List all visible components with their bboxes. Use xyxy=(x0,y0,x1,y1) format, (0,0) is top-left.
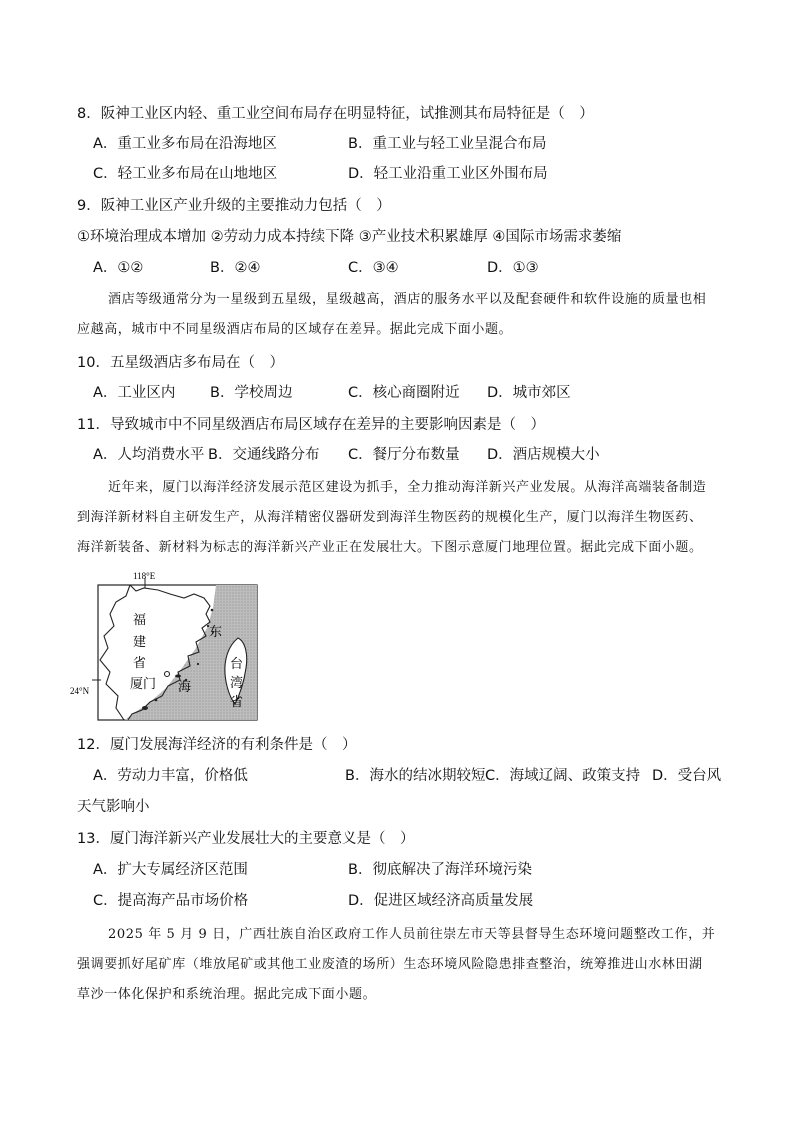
q12-option-b: B．海水的结冰期较短 xyxy=(345,768,486,784)
east-sea-label-1: 东 xyxy=(209,625,223,640)
q9-option-d: D．①③ xyxy=(487,260,539,276)
q9-option-a: A．①② xyxy=(93,260,144,276)
fujian-label-2: 建 xyxy=(133,635,147,650)
guangxi-passage-line1: 2025 年 5 月 9 日，广西壮族自治区政府工作人员前往崇左市天等县督导生态环境问题整改工作，并 xyxy=(108,927,716,942)
hotel-passage-line2: 应越高，城市中不同星级酒店布局的区域存在差异。据此完成下面小题。 xyxy=(77,322,513,337)
guangxi-passage-line2: 强调要抓好尾矿库（堆放尾矿或其他工业废渣的场所）生态环境风险隐患排查整治，统筹推进山水林田湖 xyxy=(77,957,703,972)
taiwan-label-2: 湾 xyxy=(230,676,244,691)
q13-option-b: B．彻底解决了海洋环境污染 xyxy=(348,862,532,878)
hotel-passage-line1: 酒店等级通常分为一星级到五星级，星级越高，酒店的服务水平以及配套硬件和软件设施的质量也相 xyxy=(108,292,707,307)
q13-option-c: C．提高海产品市场价格 xyxy=(93,893,249,909)
q10-option-b: B．学校周边 xyxy=(210,385,293,401)
fujian-label-3: 省 xyxy=(133,656,147,671)
longitude-label: 118°E xyxy=(133,571,156,581)
q9-stem: 9．阪神工业区产业升级的主要推动力包括（ ） xyxy=(77,198,391,214)
q13-option-d: D．促进区域经济高质量发展 xyxy=(348,893,534,909)
xiamen-passage-line1: 近年来，厦门以海洋经济发展示范区建设为抓手，全力推动海洋新兴产业发展。从海洋高端装备制造 xyxy=(108,480,707,495)
q10-option-d: D．城市郊区 xyxy=(487,385,571,401)
q13-stem: 13．厦门海洋新兴产业发展壮大的主要意义是（ ） xyxy=(77,831,415,847)
q13-option-a: A．扩大专属经济区范围 xyxy=(93,862,248,878)
q8-option-d: D．轻工业沿重工业区外围布局 xyxy=(348,166,548,182)
q12-option-d-continued: 天气影响小 xyxy=(77,799,150,815)
guangxi-passage-line3: 草沙一体化保护和系统治理。据此完成下面小题。 xyxy=(77,987,377,1002)
taiwan-label-1: 台 xyxy=(230,657,244,672)
q11-option-b: B．交通线路分布 xyxy=(208,447,320,463)
q11-option-a: A．人均消费水平 xyxy=(93,447,205,463)
q8-option-b: B．重工业与轻工业呈混合布局 xyxy=(348,136,547,152)
q11-stem: 11．导致城市中不同星级酒店布局区域存在差异的主要影响因素是（ ） xyxy=(77,417,545,433)
q9-option-b: B．②④ xyxy=(210,260,261,276)
q12-stem: 12．厦门发展海洋经济的有利条件是（ ） xyxy=(77,737,357,753)
xiamen-passage-line3: 海洋新装备、新材料为标志的海洋新兴产业正在发展壮大。下图示意厦门地理位置。据此完成下面小题。 xyxy=(77,540,703,555)
q10-option-c: C．核心商圈附近 xyxy=(348,385,460,401)
q10-stem: 10．五星级酒店多布局在（ ） xyxy=(77,355,284,371)
q11-option-d: D．酒店规模大小 xyxy=(487,447,600,463)
q9-factors: ①环境治理成本增加 ②劳动力成本持续下降 ③产业技术积累雄厚 ④国际市场需求萎缩 xyxy=(77,229,622,245)
xiamen-location-map xyxy=(70,568,270,724)
xiamen-label: 厦门 xyxy=(130,677,157,692)
q12-option-d: D．受台风 xyxy=(652,768,722,784)
xiamen-passage-line2: 到海洋新材料自主研发生产，从海洋精密仪器研发到海洋生物医药的规模化生产，厦门以海洋生物医药、 xyxy=(77,510,703,525)
q8-stem: 8．阪神工业区内轻、重工业空间布局存在明显特征，试推测其布局特征是（ ） xyxy=(77,106,594,122)
taiwan-label-3: 省 xyxy=(230,695,244,710)
east-sea-label-2: 海 xyxy=(178,680,192,695)
q11-option-c: C．餐厅分布数量 xyxy=(348,447,460,463)
q8-option-c: C．轻工业多布局在山地地区 xyxy=(93,166,278,182)
q9-option-c: C．③④ xyxy=(348,260,399,276)
q8-option-a: A．重工业多布局在沿海地区 xyxy=(93,136,277,152)
xiamen-marker xyxy=(165,672,170,677)
fujian-label-1: 福 xyxy=(133,613,147,628)
q12-option-a: A．劳动力丰富，价格低 xyxy=(93,768,248,784)
latitude-label: 24°N xyxy=(70,686,90,696)
q10-option-a: A．工业区内 xyxy=(93,385,176,401)
q12-option-c: C．海域辽阔、政策支持 xyxy=(485,768,641,784)
